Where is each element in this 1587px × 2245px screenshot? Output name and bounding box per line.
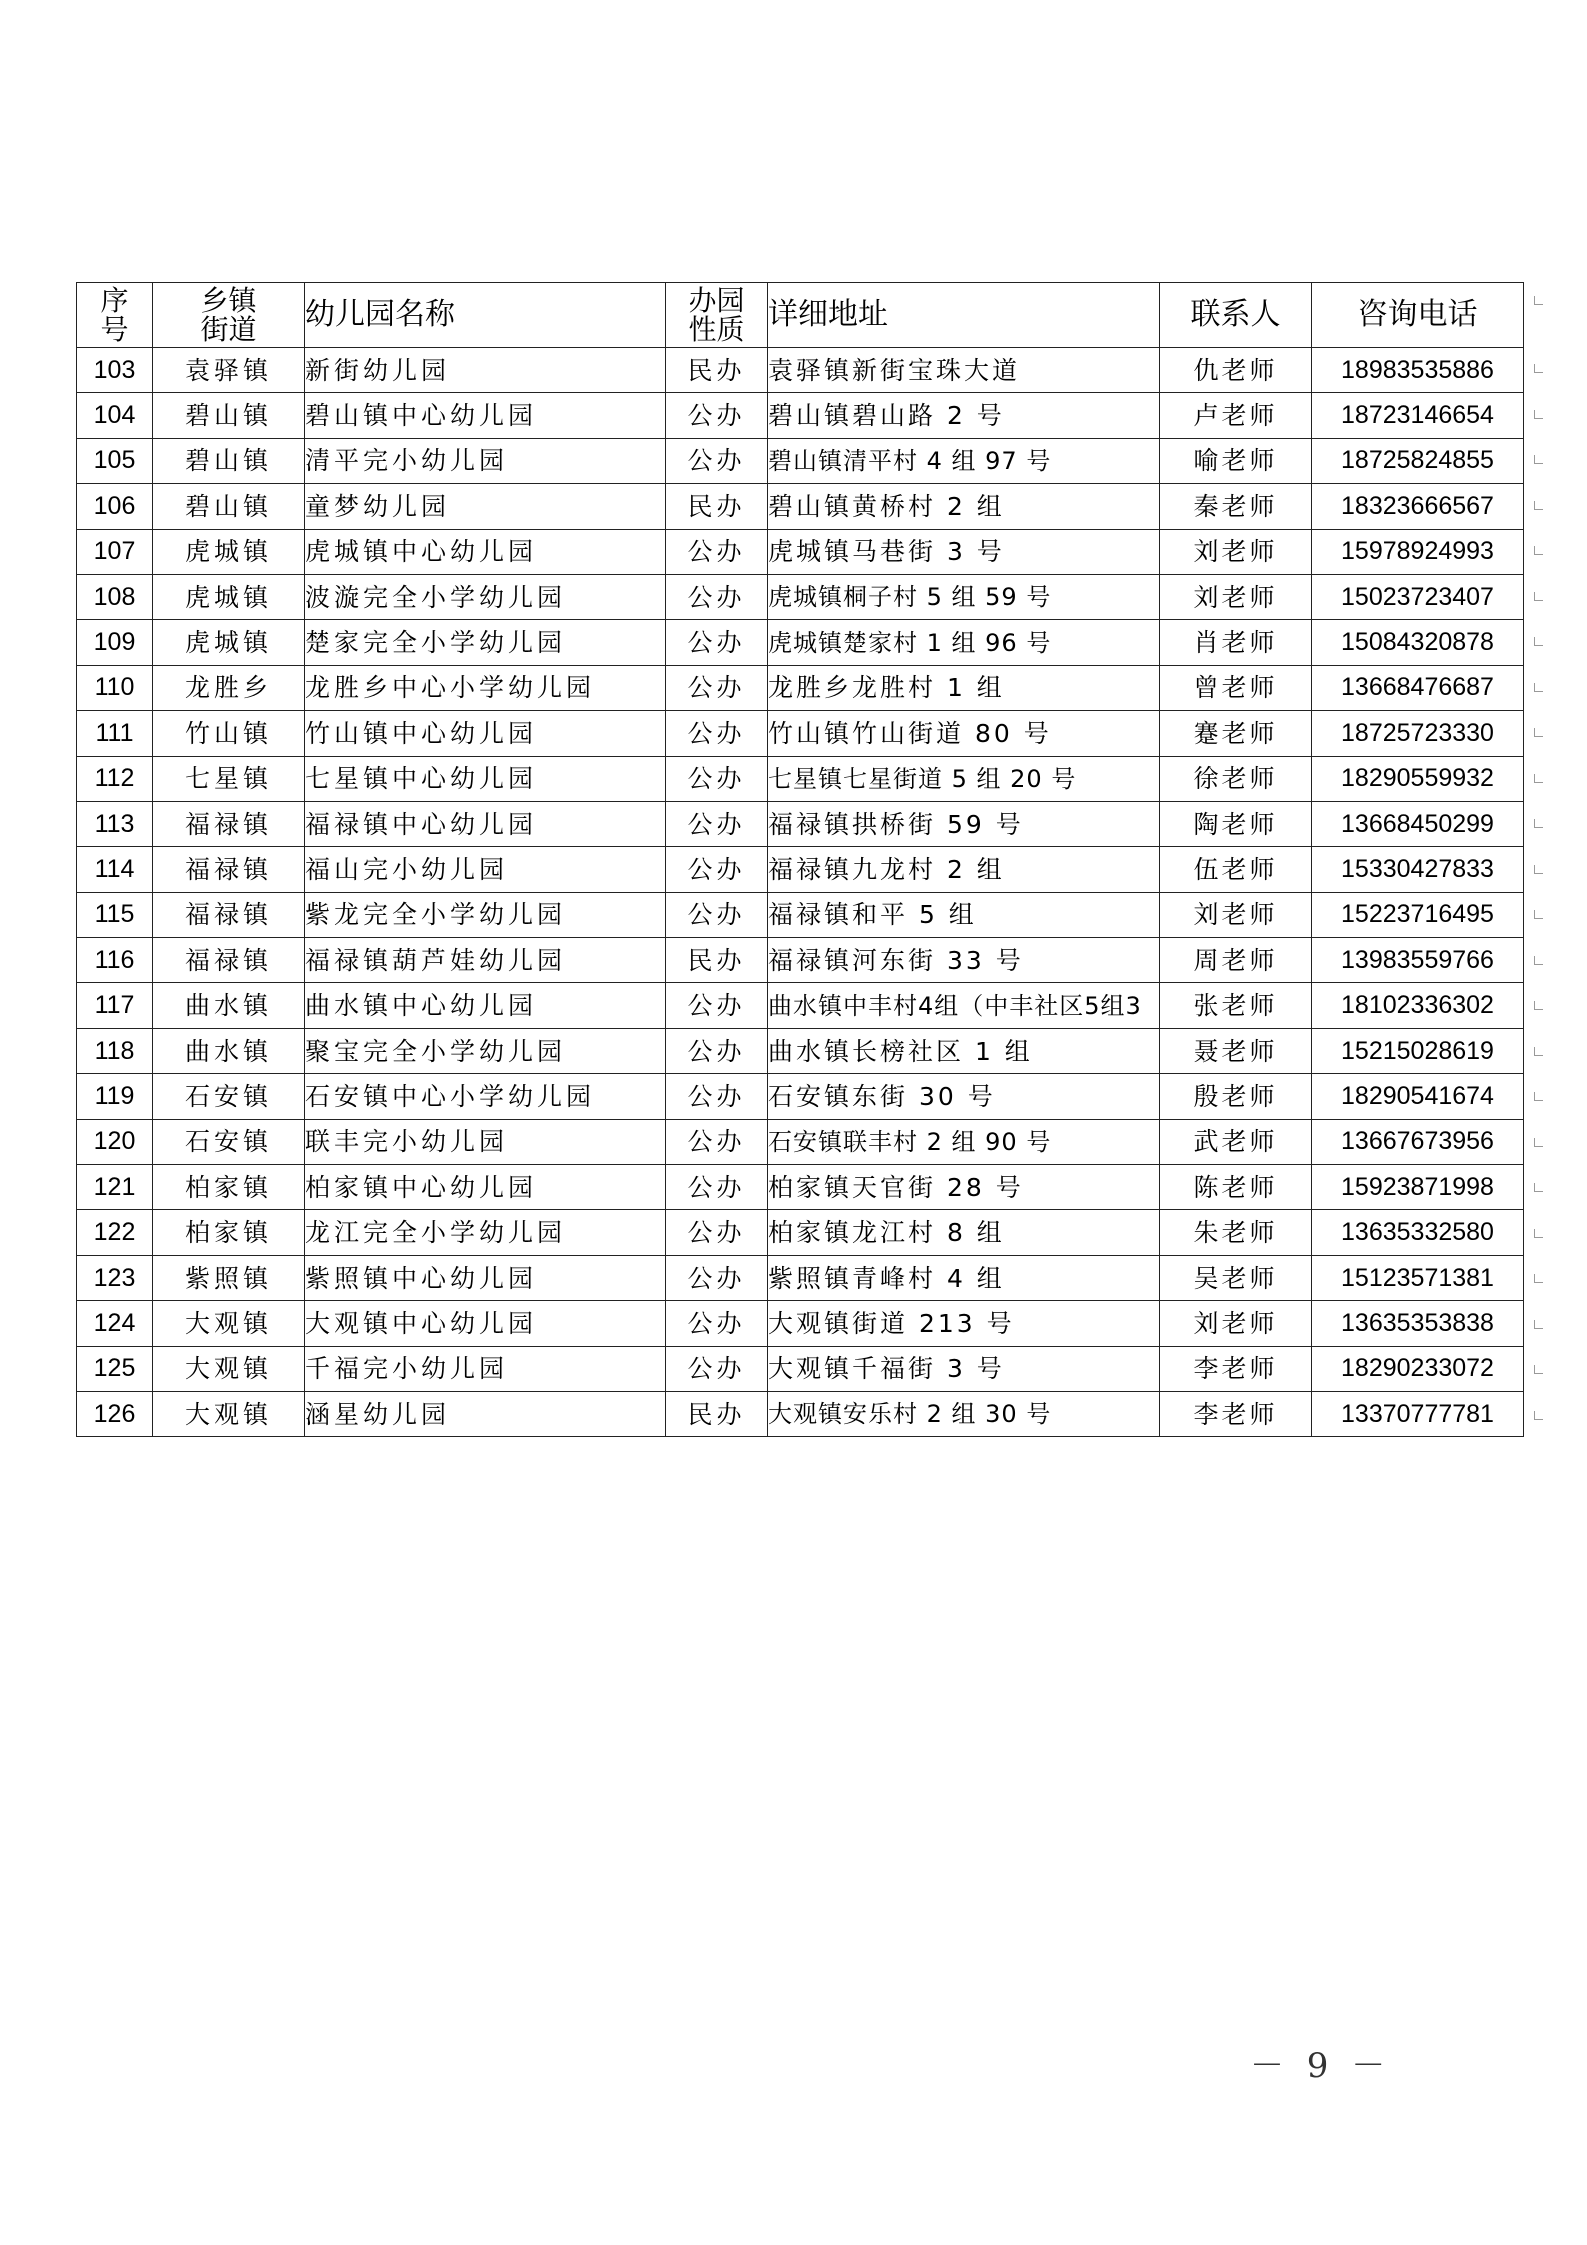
cell-address: 福禄镇九龙村 2 组 bbox=[768, 847, 1160, 892]
paragraph-mark bbox=[1534, 546, 1543, 555]
cell-address: 石安镇东街 30 号 bbox=[768, 1074, 1160, 1119]
cell-contact: 刘老师 bbox=[1160, 892, 1312, 937]
cell-town: 曲水镇 bbox=[153, 983, 305, 1028]
paragraph-mark bbox=[1534, 637, 1543, 646]
table-row bbox=[77, 529, 1524, 574]
cell-address: 紫照镇青峰村 4 组 bbox=[768, 1255, 1160, 1300]
cell-ownership-type: 民办 bbox=[666, 1391, 768, 1436]
cell-phone: 18290559932 bbox=[1312, 756, 1524, 801]
cell-seq: 112 bbox=[77, 756, 153, 801]
table-row bbox=[77, 1165, 1524, 1210]
cell-town: 碧山镇 bbox=[153, 484, 305, 529]
cell-seq: 125 bbox=[77, 1346, 153, 1391]
table-row bbox=[77, 801, 1524, 846]
cell-kindergarten-name: 虎城镇中心幼儿园 bbox=[305, 529, 666, 574]
cell-ownership-type: 公办 bbox=[666, 1301, 768, 1346]
cell-address: 柏家镇龙江村 8 组 bbox=[768, 1210, 1160, 1255]
cell-kindergarten-name: 龙江完全小学幼儿园 bbox=[305, 1210, 666, 1255]
paragraph-mark bbox=[1534, 1047, 1543, 1056]
cell-address: 石安镇联丰村 2 组 90 号 bbox=[768, 1119, 1160, 1164]
table-row bbox=[77, 574, 1524, 619]
cell-ownership-type: 公办 bbox=[666, 665, 768, 710]
cell-contact: 李老师 bbox=[1160, 1391, 1312, 1436]
cell-phone: 18290233072 bbox=[1312, 1346, 1524, 1391]
cell-contact: 曾老师 bbox=[1160, 665, 1312, 710]
cell-phone: 15023723407 bbox=[1312, 574, 1524, 619]
table-row bbox=[77, 438, 1524, 483]
cell-kindergarten-name: 紫照镇中心幼儿园 bbox=[305, 1255, 666, 1300]
cell-town: 碧山镇 bbox=[153, 393, 305, 438]
cell-address: 曲水镇中丰村4组（中丰社区5组3 bbox=[768, 983, 1160, 1028]
cell-phone: 13668476687 bbox=[1312, 665, 1524, 710]
cell-town: 福禄镇 bbox=[153, 847, 305, 892]
cell-town: 龙胜乡 bbox=[153, 665, 305, 710]
cell-town: 紫照镇 bbox=[153, 1255, 305, 1300]
cell-seq: 113 bbox=[77, 801, 153, 846]
cell-town: 大观镇 bbox=[153, 1391, 305, 1436]
cell-town: 袁驿镇 bbox=[153, 348, 305, 393]
cell-address: 大观镇千福街 3 号 bbox=[768, 1346, 1160, 1391]
cell-contact: 喻老师 bbox=[1160, 438, 1312, 483]
cell-phone: 18983535886 bbox=[1312, 348, 1524, 393]
table-row bbox=[77, 620, 1524, 665]
cell-seq: 122 bbox=[77, 1210, 153, 1255]
cell-kindergarten-name: 柏家镇中心幼儿园 bbox=[305, 1165, 666, 1210]
table-row bbox=[77, 983, 1524, 1028]
cell-kindergarten-name: 童梦幼儿园 bbox=[305, 484, 666, 529]
cell-address: 大观镇安乐村 2 组 30 号 bbox=[768, 1391, 1160, 1436]
table-body bbox=[77, 348, 1524, 1437]
cell-town: 石安镇 bbox=[153, 1074, 305, 1119]
cell-phone: 13667673956 bbox=[1312, 1119, 1524, 1164]
cell-contact: 陈老师 bbox=[1160, 1165, 1312, 1210]
paragraph-mark bbox=[1534, 1320, 1543, 1329]
cell-address: 福禄镇和平 5 组 bbox=[768, 892, 1160, 937]
cell-phone: 15923871998 bbox=[1312, 1165, 1524, 1210]
cell-phone: 15223716495 bbox=[1312, 892, 1524, 937]
cell-address: 龙胜乡龙胜村 1 组 bbox=[768, 665, 1160, 710]
cell-kindergarten-name: 福山完小幼儿园 bbox=[305, 847, 666, 892]
cell-address: 虎城镇马巷街 3 号 bbox=[768, 529, 1160, 574]
table-row bbox=[77, 711, 1524, 756]
paragraph-mark bbox=[1534, 683, 1543, 692]
cell-ownership-type: 民办 bbox=[666, 348, 768, 393]
header-town-line1: 乡镇 bbox=[200, 283, 257, 317]
cell-ownership-type: 公办 bbox=[666, 1255, 768, 1300]
cell-seq: 109 bbox=[77, 620, 153, 665]
cell-ownership-type: 公办 bbox=[666, 393, 768, 438]
cell-town: 福禄镇 bbox=[153, 938, 305, 983]
cell-ownership-type: 民办 bbox=[666, 938, 768, 983]
cell-address: 碧山镇黄桥村 2 组 bbox=[768, 484, 1160, 529]
cell-seq: 114 bbox=[77, 847, 153, 892]
cell-contact: 聂老师 bbox=[1160, 1028, 1312, 1073]
cell-address: 柏家镇天官街 28 号 bbox=[768, 1165, 1160, 1210]
cell-town: 福禄镇 bbox=[153, 801, 305, 846]
cell-seq: 124 bbox=[77, 1301, 153, 1346]
cell-contact: 李老师 bbox=[1160, 1346, 1312, 1391]
cell-phone: 13668450299 bbox=[1312, 801, 1524, 846]
cell-ownership-type: 公办 bbox=[666, 1028, 768, 1073]
paragraph-mark bbox=[1534, 910, 1543, 919]
cell-town: 福禄镇 bbox=[153, 892, 305, 937]
cell-ownership-type: 公办 bbox=[666, 529, 768, 574]
table-row bbox=[77, 1028, 1524, 1073]
cell-contact: 刘老师 bbox=[1160, 1301, 1312, 1346]
cell-ownership-type: 公办 bbox=[666, 847, 768, 892]
cell-contact: 伍老师 bbox=[1160, 847, 1312, 892]
cell-ownership-type: 公办 bbox=[666, 1165, 768, 1210]
cell-seq: 119 bbox=[77, 1074, 153, 1119]
header-name: 幼儿园名称 bbox=[305, 283, 666, 348]
table-row bbox=[77, 938, 1524, 983]
table-row bbox=[77, 1210, 1524, 1255]
cell-seq: 110 bbox=[77, 665, 153, 710]
cell-address: 福禄镇河东街 33 号 bbox=[768, 938, 1160, 983]
cell-kindergarten-name: 七星镇中心幼儿园 bbox=[305, 756, 666, 801]
cell-phone: 18725824855 bbox=[1312, 438, 1524, 483]
table-row bbox=[77, 1074, 1524, 1119]
cell-ownership-type: 公办 bbox=[666, 1074, 768, 1119]
table-row bbox=[77, 1255, 1524, 1300]
cell-phone: 18723146654 bbox=[1312, 393, 1524, 438]
table-row bbox=[77, 348, 1524, 393]
cell-seq: 121 bbox=[77, 1165, 153, 1210]
cell-kindergarten-name: 涵星幼儿园 bbox=[305, 1391, 666, 1436]
paragraph-mark bbox=[1534, 819, 1543, 828]
paragraph-mark bbox=[1534, 1001, 1543, 1010]
cell-kindergarten-name: 曲水镇中心幼儿园 bbox=[305, 983, 666, 1028]
cell-kindergarten-name: 楚家完全小学幼儿园 bbox=[305, 620, 666, 665]
cell-contact: 刘老师 bbox=[1160, 529, 1312, 574]
cell-ownership-type: 民办 bbox=[666, 484, 768, 529]
cell-town: 虎城镇 bbox=[153, 574, 305, 619]
cell-ownership-type: 公办 bbox=[666, 756, 768, 801]
cell-kindergarten-name: 石安镇中心小学幼儿园 bbox=[305, 1074, 666, 1119]
cell-contact: 肖老师 bbox=[1160, 620, 1312, 665]
paragraph-mark bbox=[1534, 728, 1543, 737]
paragraph-mark bbox=[1534, 1229, 1543, 1238]
cell-address: 曲水镇长榜社区 1 组 bbox=[768, 1028, 1160, 1073]
cell-seq: 103 bbox=[77, 348, 153, 393]
paragraph-mark bbox=[1534, 1092, 1543, 1101]
paragraph-mark bbox=[1534, 1138, 1543, 1147]
cell-address: 虎城镇桐子村 5 组 59 号 bbox=[768, 574, 1160, 619]
paragraph-mark bbox=[1534, 455, 1543, 464]
cell-seq: 108 bbox=[77, 574, 153, 619]
cell-town: 柏家镇 bbox=[153, 1165, 305, 1210]
cell-contact: 吴老师 bbox=[1160, 1255, 1312, 1300]
header-seq bbox=[77, 283, 153, 348]
paragraph-mark bbox=[1534, 1183, 1543, 1192]
cell-seq: 117 bbox=[77, 983, 153, 1028]
cell-phone: 15215028619 bbox=[1312, 1028, 1524, 1073]
cell-address: 碧山镇清平村 4 组 97 号 bbox=[768, 438, 1160, 483]
cell-ownership-type: 公办 bbox=[666, 1210, 768, 1255]
table-header-row bbox=[77, 283, 1524, 348]
cell-ownership-type: 公办 bbox=[666, 711, 768, 756]
paragraph-mark bbox=[1534, 592, 1543, 601]
paragraph-mark bbox=[1534, 865, 1543, 874]
cell-seq: 115 bbox=[77, 892, 153, 937]
cell-contact: 徐老师 bbox=[1160, 756, 1312, 801]
table-row bbox=[77, 1346, 1524, 1391]
header-town bbox=[153, 283, 305, 348]
table-row bbox=[77, 756, 1524, 801]
cell-address: 袁驿镇新街宝珠大道 bbox=[768, 348, 1160, 393]
paragraph-mark bbox=[1534, 501, 1543, 510]
cell-ownership-type: 公办 bbox=[666, 438, 768, 483]
cell-town: 柏家镇 bbox=[153, 1210, 305, 1255]
cell-seq: 111 bbox=[77, 711, 153, 756]
paragraph-mark bbox=[1534, 1365, 1543, 1374]
cell-address: 碧山镇碧山路 2 号 bbox=[768, 393, 1160, 438]
cell-phone: 13370777781 bbox=[1312, 1391, 1524, 1436]
cell-contact: 仇老师 bbox=[1160, 348, 1312, 393]
cell-contact: 张老师 bbox=[1160, 983, 1312, 1028]
table-row bbox=[77, 393, 1524, 438]
cell-phone: 13635353838 bbox=[1312, 1301, 1524, 1346]
cell-kindergarten-name: 千福完小幼儿园 bbox=[305, 1346, 666, 1391]
cell-phone: 15978924993 bbox=[1312, 529, 1524, 574]
cell-contact: 卢老师 bbox=[1160, 393, 1312, 438]
kindergarten-table bbox=[76, 282, 1524, 1437]
table-row bbox=[77, 484, 1524, 529]
header-type bbox=[666, 283, 768, 348]
cell-phone: 18323666567 bbox=[1312, 484, 1524, 529]
cell-town: 七星镇 bbox=[153, 756, 305, 801]
cell-ownership-type: 公办 bbox=[666, 801, 768, 846]
cell-kindergarten-name: 碧山镇中心幼儿园 bbox=[305, 393, 666, 438]
cell-phone: 15330427833 bbox=[1312, 847, 1524, 892]
table-row bbox=[77, 1301, 1524, 1346]
cell-ownership-type: 公办 bbox=[666, 620, 768, 665]
cell-kindergarten-name: 联丰完小幼儿园 bbox=[305, 1119, 666, 1164]
cell-town: 大观镇 bbox=[153, 1301, 305, 1346]
cell-kindergarten-name: 紫龙完全小学幼儿园 bbox=[305, 892, 666, 937]
cell-seq: 123 bbox=[77, 1255, 153, 1300]
cell-phone: 15123571381 bbox=[1312, 1255, 1524, 1300]
cell-seq: 106 bbox=[77, 484, 153, 529]
cell-town: 碧山镇 bbox=[153, 438, 305, 483]
header-type-line1: 办园 bbox=[688, 283, 745, 317]
header-seq-line2: 号 bbox=[100, 313, 129, 346]
cell-address: 大观镇街道 213 号 bbox=[768, 1301, 1160, 1346]
cell-seq: 105 bbox=[77, 438, 153, 483]
cell-ownership-type: 公办 bbox=[666, 1119, 768, 1164]
cell-town: 虎城镇 bbox=[153, 620, 305, 665]
table-row bbox=[77, 665, 1524, 710]
header-town-line2: 街道 bbox=[200, 313, 257, 346]
paragraph-mark bbox=[1534, 1274, 1543, 1283]
cell-address: 虎城镇楚家村 1 组 96 号 bbox=[768, 620, 1160, 665]
cell-town: 曲水镇 bbox=[153, 1028, 305, 1073]
header-type-line2: 性质 bbox=[688, 313, 745, 346]
header-phone: 咨询电话 bbox=[1312, 283, 1524, 348]
cell-contact: 秦老师 bbox=[1160, 484, 1312, 529]
cell-seq: 126 bbox=[77, 1391, 153, 1436]
table-row bbox=[77, 847, 1524, 892]
cell-contact: 陶老师 bbox=[1160, 801, 1312, 846]
cell-contact: 殷老师 bbox=[1160, 1074, 1312, 1119]
cell-contact: 朱老师 bbox=[1160, 1210, 1312, 1255]
cell-kindergarten-name: 波漩完全小学幼儿园 bbox=[305, 574, 666, 619]
cell-kindergarten-name: 福禄镇中心幼儿园 bbox=[305, 801, 666, 846]
cell-phone: 15084320878 bbox=[1312, 620, 1524, 665]
cell-phone: 18725723330 bbox=[1312, 711, 1524, 756]
cell-town: 大观镇 bbox=[153, 1346, 305, 1391]
cell-seq: 104 bbox=[77, 393, 153, 438]
cell-kindergarten-name: 竹山镇中心幼儿园 bbox=[305, 711, 666, 756]
cell-ownership-type: 公办 bbox=[666, 892, 768, 937]
cell-phone: 13983559766 bbox=[1312, 938, 1524, 983]
cell-contact: 武老师 bbox=[1160, 1119, 1312, 1164]
cell-town: 石安镇 bbox=[153, 1119, 305, 1164]
cell-kindergarten-name: 清平完小幼儿园 bbox=[305, 438, 666, 483]
cell-town: 虎城镇 bbox=[153, 529, 305, 574]
paragraph-mark bbox=[1534, 410, 1543, 419]
cell-seq: 120 bbox=[77, 1119, 153, 1164]
cell-kindergarten-name: 龙胜乡中心小学幼儿园 bbox=[305, 665, 666, 710]
paragraph-mark bbox=[1534, 364, 1543, 373]
cell-town: 竹山镇 bbox=[153, 711, 305, 756]
paragraph-mark bbox=[1534, 296, 1543, 305]
cell-address: 竹山镇竹山街道 80 号 bbox=[768, 711, 1160, 756]
paragraph-mark bbox=[1534, 956, 1543, 965]
cell-seq: 116 bbox=[77, 938, 153, 983]
table-row bbox=[77, 1119, 1524, 1164]
header-address: 详细地址 bbox=[768, 283, 1160, 348]
cell-kindergarten-name: 大观镇中心幼儿园 bbox=[305, 1301, 666, 1346]
header-seq-line1: 序 bbox=[100, 283, 129, 317]
cell-kindergarten-name: 新街幼儿园 bbox=[305, 348, 666, 393]
paragraph-mark bbox=[1534, 774, 1543, 783]
paragraph-mark bbox=[1534, 1411, 1543, 1420]
cell-contact: 蹇老师 bbox=[1160, 711, 1312, 756]
cell-seq: 107 bbox=[77, 529, 153, 574]
cell-ownership-type: 公办 bbox=[666, 574, 768, 619]
header-contact: 联系人 bbox=[1160, 283, 1312, 348]
cell-ownership-type: 公办 bbox=[666, 1346, 768, 1391]
cell-phone: 13635332580 bbox=[1312, 1210, 1524, 1255]
cell-ownership-type: 公办 bbox=[666, 983, 768, 1028]
cell-seq: 118 bbox=[77, 1028, 153, 1073]
cell-phone: 18290541674 bbox=[1312, 1074, 1524, 1119]
table-row bbox=[77, 1391, 1524, 1436]
cell-contact: 刘老师 bbox=[1160, 574, 1312, 619]
table-row bbox=[77, 892, 1524, 937]
cell-kindergarten-name: 福禄镇葫芦娃幼儿园 bbox=[305, 938, 666, 983]
cell-address: 福禄镇拱桥街 59 号 bbox=[768, 801, 1160, 846]
cell-address: 七星镇七星街道 5 组 20 号 bbox=[768, 756, 1160, 801]
cell-contact: 周老师 bbox=[1160, 938, 1312, 983]
cell-kindergarten-name: 聚宝完全小学幼儿园 bbox=[305, 1028, 666, 1073]
page-number: － 9 － bbox=[1250, 2046, 1392, 2086]
cell-phone: 18102336302 bbox=[1312, 983, 1524, 1028]
